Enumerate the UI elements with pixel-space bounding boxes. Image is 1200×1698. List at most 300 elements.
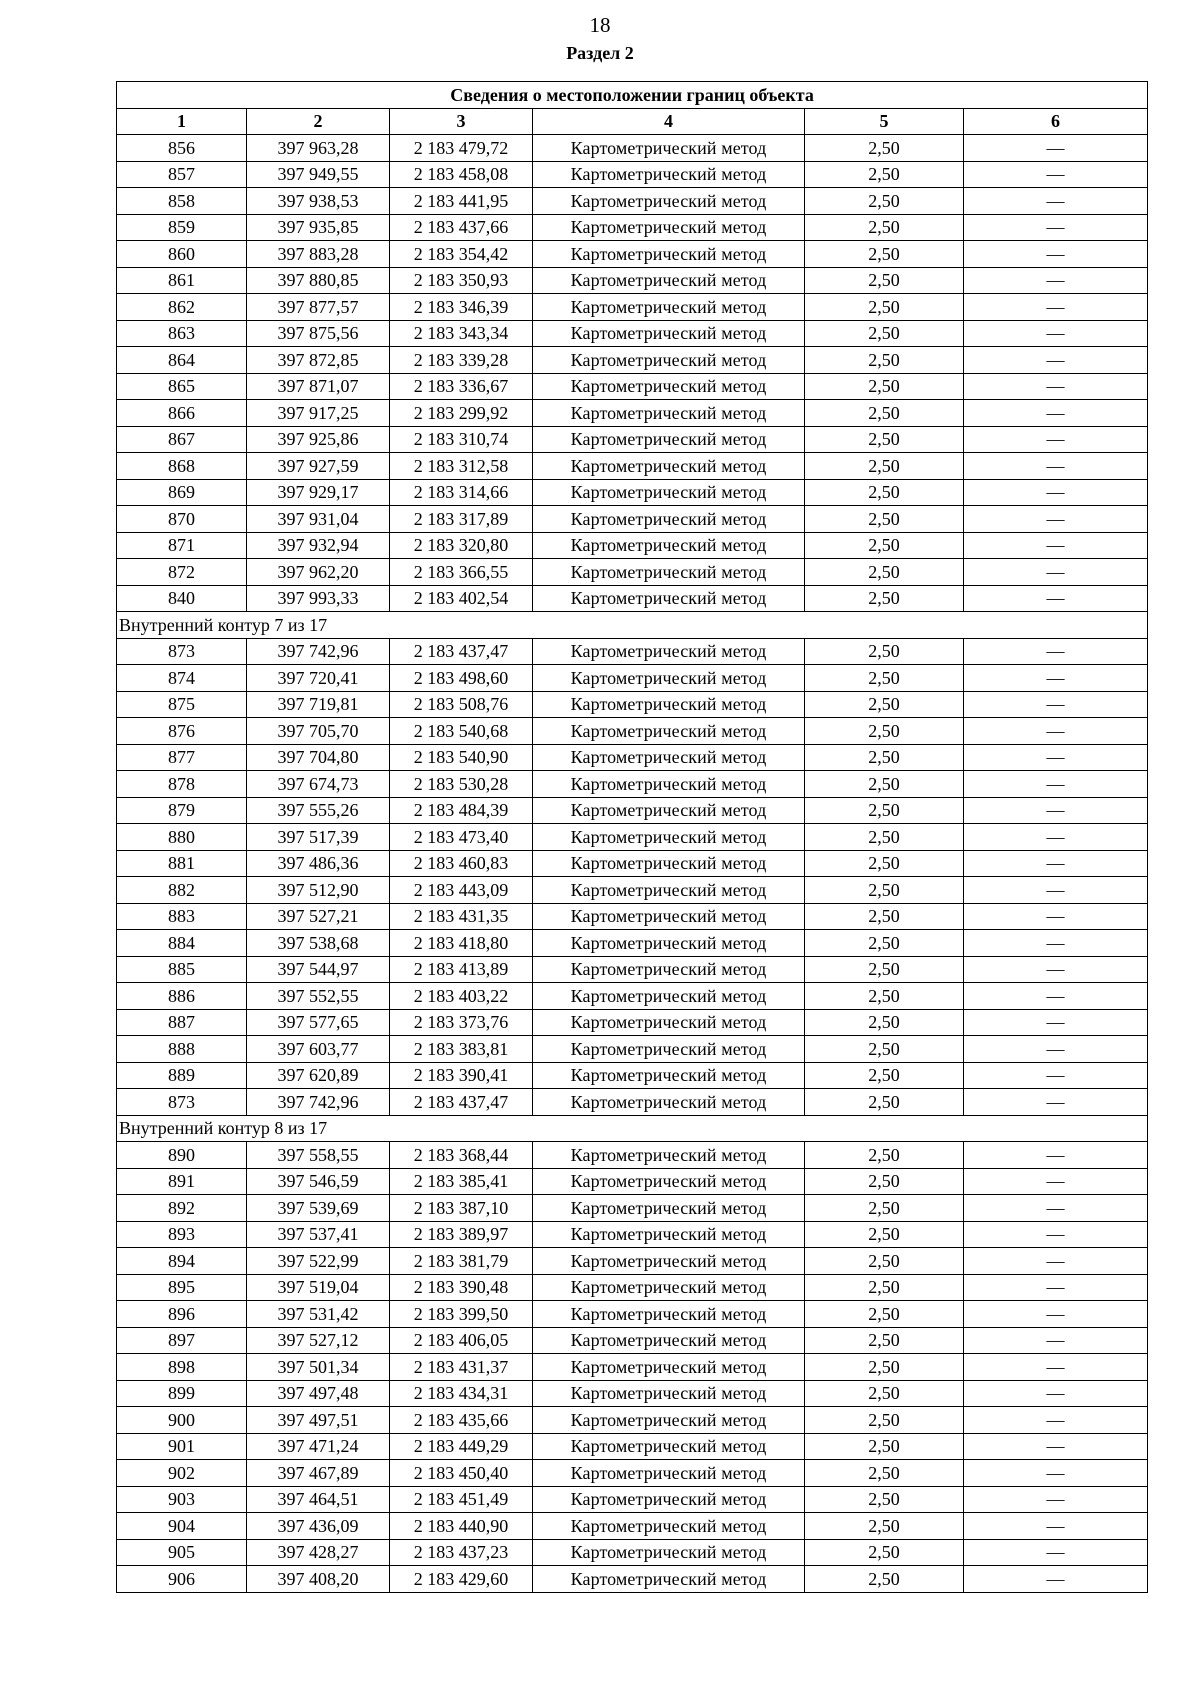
accuracy-cell: 2,50 [805, 638, 964, 665]
y-coordinate-cell: 2 183 385,41 [390, 1168, 533, 1195]
table-row [117, 453, 1148, 480]
note-cell: — [964, 983, 1148, 1010]
table-row [117, 214, 1148, 241]
y-coordinate-cell: 2 183 339,28 [390, 347, 533, 374]
note-cell: — [964, 1486, 1148, 1513]
accuracy-cell: 2,50 [805, 1566, 964, 1593]
y-coordinate-cell: 2 183 354,42 [390, 241, 533, 268]
x-coordinate-cell: 397 497,51 [247, 1407, 390, 1434]
table-row [117, 1327, 1148, 1354]
accuracy-cell: 2,50 [805, 1486, 964, 1513]
point-number-cell: 868 [117, 453, 247, 480]
point-number-cell: 840 [117, 585, 247, 612]
method-cell: Картометрический метод [533, 1142, 805, 1169]
x-coordinate-cell: 397 929,17 [247, 479, 390, 506]
table-row [117, 1009, 1148, 1036]
y-coordinate-cell: 2 183 450,40 [390, 1460, 533, 1487]
x-coordinate-cell: 397 471,24 [247, 1433, 390, 1460]
point-number-cell: 875 [117, 691, 247, 718]
y-coordinate-cell: 2 183 312,58 [390, 453, 533, 480]
table-row [117, 135, 1148, 162]
x-coordinate-cell: 397 925,86 [247, 426, 390, 453]
x-coordinate-cell: 397 537,41 [247, 1221, 390, 1248]
table-row [117, 559, 1148, 586]
method-cell: Картометрический метод [533, 638, 805, 665]
method-cell: Картометрический метод [533, 532, 805, 559]
accuracy-cell: 2,50 [805, 1195, 964, 1222]
y-coordinate-cell: 2 183 310,74 [390, 426, 533, 453]
point-number-cell: 901 [117, 1433, 247, 1460]
note-cell: — [964, 241, 1148, 268]
y-coordinate-cell: 2 183 443,09 [390, 877, 533, 904]
point-number-cell: 876 [117, 718, 247, 745]
table-row [117, 267, 1148, 294]
point-number-cell: 873 [117, 1089, 247, 1116]
y-coordinate-cell: 2 183 343,34 [390, 320, 533, 347]
accuracy-cell: 2,50 [805, 532, 964, 559]
note-cell: — [964, 1089, 1148, 1116]
table-row [117, 479, 1148, 506]
note-cell: — [964, 1460, 1148, 1487]
table-row [117, 1089, 1148, 1116]
table-row [117, 1301, 1148, 1328]
method-cell: Картометрический метод [533, 267, 805, 294]
y-coordinate-cell: 2 183 440,90 [390, 1513, 533, 1540]
y-coordinate-cell: 2 183 435,66 [390, 1407, 533, 1434]
y-coordinate-cell: 2 183 498,60 [390, 665, 533, 692]
note-cell: — [964, 797, 1148, 824]
note-cell: — [964, 1380, 1148, 1407]
point-number-cell: 867 [117, 426, 247, 453]
point-number-cell: 905 [117, 1539, 247, 1566]
accuracy-cell: 2,50 [805, 1380, 964, 1407]
table-row [117, 665, 1148, 692]
method-cell: Картометрический метод [533, 930, 805, 957]
y-coordinate-cell: 2 183 437,23 [390, 1539, 533, 1566]
point-number-cell: 874 [117, 665, 247, 692]
accuracy-cell: 2,50 [805, 1539, 964, 1566]
table-row [117, 400, 1148, 427]
method-cell: Картометрический метод [533, 1221, 805, 1248]
accuracy-cell: 2,50 [805, 347, 964, 374]
note-cell: — [964, 1248, 1148, 1275]
point-number-cell: 869 [117, 479, 247, 506]
method-cell: Картометрический метод [533, 373, 805, 400]
x-coordinate-cell: 397 674,73 [247, 771, 390, 798]
table-row [117, 1221, 1148, 1248]
accuracy-cell: 2,50 [805, 665, 964, 692]
x-coordinate-cell: 397 539,69 [247, 1195, 390, 1222]
y-coordinate-cell: 2 183 387,10 [390, 1195, 533, 1222]
accuracy-cell: 2,50 [805, 1301, 964, 1328]
table-row [117, 1566, 1148, 1593]
x-coordinate-cell: 397 938,53 [247, 188, 390, 215]
table-row [117, 1036, 1148, 1063]
note-cell: — [964, 1009, 1148, 1036]
x-coordinate-cell: 397 555,26 [247, 797, 390, 824]
note-cell: — [964, 1539, 1148, 1566]
point-number-cell: 863 [117, 320, 247, 347]
point-number-cell: 880 [117, 824, 247, 851]
point-number-cell: 894 [117, 1248, 247, 1275]
method-cell: Картометрический метод [533, 1433, 805, 1460]
accuracy-cell: 2,50 [805, 479, 964, 506]
method-cell: Картометрический метод [533, 718, 805, 745]
column-header: 5 [805, 108, 964, 135]
x-coordinate-cell: 397 522,99 [247, 1248, 390, 1275]
point-number-cell: 889 [117, 1062, 247, 1089]
point-number-cell: 886 [117, 983, 247, 1010]
section-title: Раздел 2 [566, 43, 634, 63]
method-cell: Картометрический метод [533, 1566, 805, 1593]
table-row [117, 1274, 1148, 1301]
note-cell: — [964, 1327, 1148, 1354]
accuracy-cell: 2,50 [805, 1327, 964, 1354]
point-number-cell: 871 [117, 532, 247, 559]
y-coordinate-cell: 2 183 383,81 [390, 1036, 533, 1063]
note-cell: — [964, 585, 1148, 612]
note-cell: — [964, 1566, 1148, 1593]
method-cell: Картометрический метод [533, 903, 805, 930]
method-cell: Картометрический метод [533, 1062, 805, 1089]
accuracy-cell: 2,50 [805, 426, 964, 453]
accuracy-cell: 2,50 [805, 214, 964, 241]
point-number-cell: 879 [117, 797, 247, 824]
note-cell: — [964, 665, 1148, 692]
accuracy-cell: 2,50 [805, 1513, 964, 1540]
point-number-cell: 882 [117, 877, 247, 904]
point-number-cell: 902 [117, 1460, 247, 1487]
accuracy-cell: 2,50 [805, 956, 964, 983]
note-cell: — [964, 453, 1148, 480]
note-cell: — [964, 559, 1148, 586]
note-cell: — [964, 426, 1148, 453]
x-coordinate-cell: 397 527,21 [247, 903, 390, 930]
table-row [117, 771, 1148, 798]
accuracy-cell: 2,50 [805, 824, 964, 851]
point-number-cell: 862 [117, 294, 247, 321]
accuracy-cell: 2,50 [805, 1009, 964, 1036]
y-coordinate-cell: 2 183 320,80 [390, 532, 533, 559]
method-cell: Картометрический метод [533, 161, 805, 188]
accuracy-cell: 2,50 [805, 1142, 964, 1169]
x-coordinate-cell: 397 871,07 [247, 373, 390, 400]
note-cell: — [964, 294, 1148, 321]
note-cell: — [964, 1301, 1148, 1328]
note-cell: — [964, 532, 1148, 559]
point-number-cell: 888 [117, 1036, 247, 1063]
x-coordinate-cell: 397 552,55 [247, 983, 390, 1010]
method-cell: Картометрический метод [533, 320, 805, 347]
x-coordinate-cell: 397 527,12 [247, 1327, 390, 1354]
method-cell: Картометрический метод [533, 1036, 805, 1063]
accuracy-cell: 2,50 [805, 1433, 964, 1460]
method-cell: Картометрический метод [533, 1460, 805, 1487]
note-cell: — [964, 1168, 1148, 1195]
note-cell: — [964, 1036, 1148, 1063]
accuracy-cell: 2,50 [805, 135, 964, 162]
method-cell: Картометрический метод [533, 400, 805, 427]
note-cell: — [964, 479, 1148, 506]
table-row [117, 930, 1148, 957]
table-row [117, 850, 1148, 877]
note-cell: — [964, 1513, 1148, 1540]
method-cell: Картометрический метод [533, 744, 805, 771]
note-cell: — [964, 824, 1148, 851]
y-coordinate-cell: 2 183 346,39 [390, 294, 533, 321]
note-cell: — [964, 400, 1148, 427]
column-header: 1 [117, 108, 247, 135]
method-cell: Картометрический метод [533, 347, 805, 374]
method-cell: Картометрический метод [533, 797, 805, 824]
note-cell: — [964, 930, 1148, 957]
y-coordinate-cell: 2 183 437,47 [390, 1089, 533, 1116]
table-row [117, 824, 1148, 851]
y-coordinate-cell: 2 183 299,92 [390, 400, 533, 427]
column-header: 3 [390, 108, 533, 135]
method-cell: Картометрический метод [533, 691, 805, 718]
accuracy-cell: 2,50 [805, 850, 964, 877]
table-row [117, 1539, 1148, 1566]
method-cell: Картометрический метод [533, 241, 805, 268]
table-row [117, 956, 1148, 983]
y-coordinate-cell: 2 183 434,31 [390, 1380, 533, 1407]
y-coordinate-cell: 2 183 390,48 [390, 1274, 533, 1301]
accuracy-cell: 2,50 [805, 161, 964, 188]
accuracy-cell: 2,50 [805, 1248, 964, 1275]
accuracy-cell: 2,50 [805, 771, 964, 798]
boundary-coordinates-table [116, 81, 1148, 1593]
x-coordinate-cell: 397 577,65 [247, 1009, 390, 1036]
y-coordinate-cell: 2 183 373,76 [390, 1009, 533, 1036]
table-row [117, 1486, 1148, 1513]
note-cell: — [964, 638, 1148, 665]
note-cell: — [964, 135, 1148, 162]
y-coordinate-cell: 2 183 403,22 [390, 983, 533, 1010]
x-coordinate-cell: 397 880,85 [247, 267, 390, 294]
accuracy-cell: 2,50 [805, 559, 964, 586]
note-cell: — [964, 691, 1148, 718]
point-number-cell: 896 [117, 1301, 247, 1328]
x-coordinate-cell: 397 603,77 [247, 1036, 390, 1063]
x-coordinate-cell: 397 962,20 [247, 559, 390, 586]
point-number-cell: 883 [117, 903, 247, 930]
y-coordinate-cell: 2 183 473,40 [390, 824, 533, 851]
y-coordinate-cell: 2 183 390,41 [390, 1062, 533, 1089]
point-number-cell: 866 [117, 400, 247, 427]
method-cell: Картометрический метод [533, 479, 805, 506]
method-cell: Картометрический метод [533, 1539, 805, 1566]
table-row [117, 744, 1148, 771]
point-number-cell: 878 [117, 771, 247, 798]
method-cell: Картометрический метод [533, 665, 805, 692]
x-coordinate-cell: 397 932,94 [247, 532, 390, 559]
method-cell: Картометрический метод [533, 983, 805, 1010]
point-number-cell: 860 [117, 241, 247, 268]
table-row [117, 718, 1148, 745]
table-row [117, 1433, 1148, 1460]
accuracy-cell: 2,50 [805, 1407, 964, 1434]
method-cell: Картометрический метод [533, 188, 805, 215]
y-coordinate-cell: 2 183 336,67 [390, 373, 533, 400]
point-number-cell: 858 [117, 188, 247, 215]
point-number-cell: 872 [117, 559, 247, 586]
point-number-cell: 900 [117, 1407, 247, 1434]
method-cell: Картометрический метод [533, 1009, 805, 1036]
point-number-cell: 890 [117, 1142, 247, 1169]
accuracy-cell: 2,50 [805, 1062, 964, 1089]
y-coordinate-cell: 2 183 429,60 [390, 1566, 533, 1593]
method-cell: Картометрический метод [533, 426, 805, 453]
table-row [117, 188, 1148, 215]
accuracy-cell: 2,50 [805, 294, 964, 321]
page-number: 18 [589, 13, 611, 37]
method-cell: Картометрический метод [533, 1089, 805, 1116]
accuracy-cell: 2,50 [805, 400, 964, 427]
method-cell: Картометрический метод [533, 585, 805, 612]
method-cell: Картометрический метод [533, 1274, 805, 1301]
note-cell: — [964, 850, 1148, 877]
x-coordinate-cell: 397 497,48 [247, 1380, 390, 1407]
table-row [117, 983, 1148, 1010]
note-cell: — [964, 771, 1148, 798]
x-coordinate-cell: 397 963,28 [247, 135, 390, 162]
note-cell: — [964, 506, 1148, 533]
accuracy-cell: 2,50 [805, 453, 964, 480]
note-cell: — [964, 188, 1148, 215]
point-number-cell: 904 [117, 1513, 247, 1540]
accuracy-cell: 2,50 [805, 718, 964, 745]
method-cell: Картометрический метод [533, 1327, 805, 1354]
accuracy-cell: 2,50 [805, 797, 964, 824]
y-coordinate-cell: 2 183 317,89 [390, 506, 533, 533]
method-cell: Картометрический метод [533, 294, 805, 321]
method-cell: Картометрический метод [533, 824, 805, 851]
y-coordinate-cell: 2 183 406,05 [390, 1327, 533, 1354]
contour-row [117, 612, 1148, 639]
y-coordinate-cell: 2 183 350,93 [390, 267, 533, 294]
x-coordinate-cell: 397 872,85 [247, 347, 390, 374]
note-cell: — [964, 744, 1148, 771]
x-coordinate-cell: 397 486,36 [247, 850, 390, 877]
x-coordinate-cell: 397 517,39 [247, 824, 390, 851]
point-number-cell: 898 [117, 1354, 247, 1381]
y-coordinate-cell: 2 183 381,79 [390, 1248, 533, 1275]
method-cell: Картометрический метод [533, 1195, 805, 1222]
note-cell: — [964, 347, 1148, 374]
table-row [117, 373, 1148, 400]
y-coordinate-cell: 2 183 441,95 [390, 188, 533, 215]
point-number-cell: 870 [117, 506, 247, 533]
point-number-cell: 861 [117, 267, 247, 294]
x-coordinate-cell: 397 949,55 [247, 161, 390, 188]
y-coordinate-cell: 2 183 458,08 [390, 161, 533, 188]
note-cell: — [964, 903, 1148, 930]
accuracy-cell: 2,50 [805, 744, 964, 771]
table-row [117, 161, 1148, 188]
x-coordinate-cell: 397 531,42 [247, 1301, 390, 1328]
accuracy-cell: 2,50 [805, 1036, 964, 1063]
table-row [117, 1142, 1148, 1169]
point-number-cell: 885 [117, 956, 247, 983]
point-number-cell: 865 [117, 373, 247, 400]
method-cell: Картометрический метод [533, 956, 805, 983]
table-row [117, 294, 1148, 321]
table-row [117, 1407, 1148, 1434]
note-cell: — [964, 214, 1148, 241]
method-cell: Картометрический метод [533, 1168, 805, 1195]
point-number-cell: 899 [117, 1380, 247, 1407]
x-coordinate-cell: 397 558,55 [247, 1142, 390, 1169]
method-cell: Картометрический метод [533, 1407, 805, 1434]
column-header: 2 [247, 108, 390, 135]
point-number-cell: 857 [117, 161, 247, 188]
table-row [117, 877, 1148, 904]
x-coordinate-cell: 397 877,57 [247, 294, 390, 321]
y-coordinate-cell: 2 183 540,90 [390, 744, 533, 771]
accuracy-cell: 2,50 [805, 1089, 964, 1116]
point-number-cell: 895 [117, 1274, 247, 1301]
point-number-cell: 903 [117, 1486, 247, 1513]
y-coordinate-cell: 2 183 437,66 [390, 214, 533, 241]
point-number-cell: 897 [117, 1327, 247, 1354]
accuracy-cell: 2,50 [805, 930, 964, 957]
note-cell: — [964, 1274, 1148, 1301]
accuracy-cell: 2,50 [805, 267, 964, 294]
note-cell: — [964, 1062, 1148, 1089]
x-coordinate-cell: 397 931,04 [247, 506, 390, 533]
note-cell: — [964, 373, 1148, 400]
accuracy-cell: 2,50 [805, 1221, 964, 1248]
table-row [117, 903, 1148, 930]
x-coordinate-cell: 397 993,33 [247, 585, 390, 612]
x-coordinate-cell: 397 704,80 [247, 744, 390, 771]
accuracy-cell: 2,50 [805, 877, 964, 904]
x-coordinate-cell: 397 742,96 [247, 1089, 390, 1116]
method-cell: Картометрический метод [533, 135, 805, 162]
accuracy-cell: 2,50 [805, 506, 964, 533]
method-cell: Картометрический метод [533, 559, 805, 586]
x-coordinate-cell: 397 719,81 [247, 691, 390, 718]
method-cell: Картометрический метод [533, 877, 805, 904]
y-coordinate-cell: 2 183 389,97 [390, 1221, 533, 1248]
method-cell: Картометрический метод [533, 1354, 805, 1381]
point-number-cell: 873 [117, 638, 247, 665]
point-number-cell: 893 [117, 1221, 247, 1248]
method-cell: Картометрический метод [533, 850, 805, 877]
note-cell: — [964, 320, 1148, 347]
y-coordinate-cell: 2 183 368,44 [390, 1142, 533, 1169]
y-coordinate-cell: 2 183 508,76 [390, 691, 533, 718]
y-coordinate-cell: 2 183 402,54 [390, 585, 533, 612]
accuracy-cell: 2,50 [805, 585, 964, 612]
x-coordinate-cell: 397 519,04 [247, 1274, 390, 1301]
accuracy-cell: 2,50 [805, 903, 964, 930]
y-coordinate-cell: 2 183 484,39 [390, 797, 533, 824]
note-cell: — [964, 1195, 1148, 1222]
x-coordinate-cell: 397 875,56 [247, 320, 390, 347]
accuracy-cell: 2,50 [805, 320, 964, 347]
x-coordinate-cell: 397 464,51 [247, 1486, 390, 1513]
note-cell: — [964, 1142, 1148, 1169]
accuracy-cell: 2,50 [805, 373, 964, 400]
table-title: Сведения о местоположении границ объекта [117, 82, 1148, 109]
y-coordinate-cell: 2 183 540,68 [390, 718, 533, 745]
y-coordinate-cell: 2 183 413,89 [390, 956, 533, 983]
y-coordinate-cell: 2 183 479,72 [390, 135, 533, 162]
table-row [117, 1248, 1148, 1275]
x-coordinate-cell: 397 546,59 [247, 1168, 390, 1195]
